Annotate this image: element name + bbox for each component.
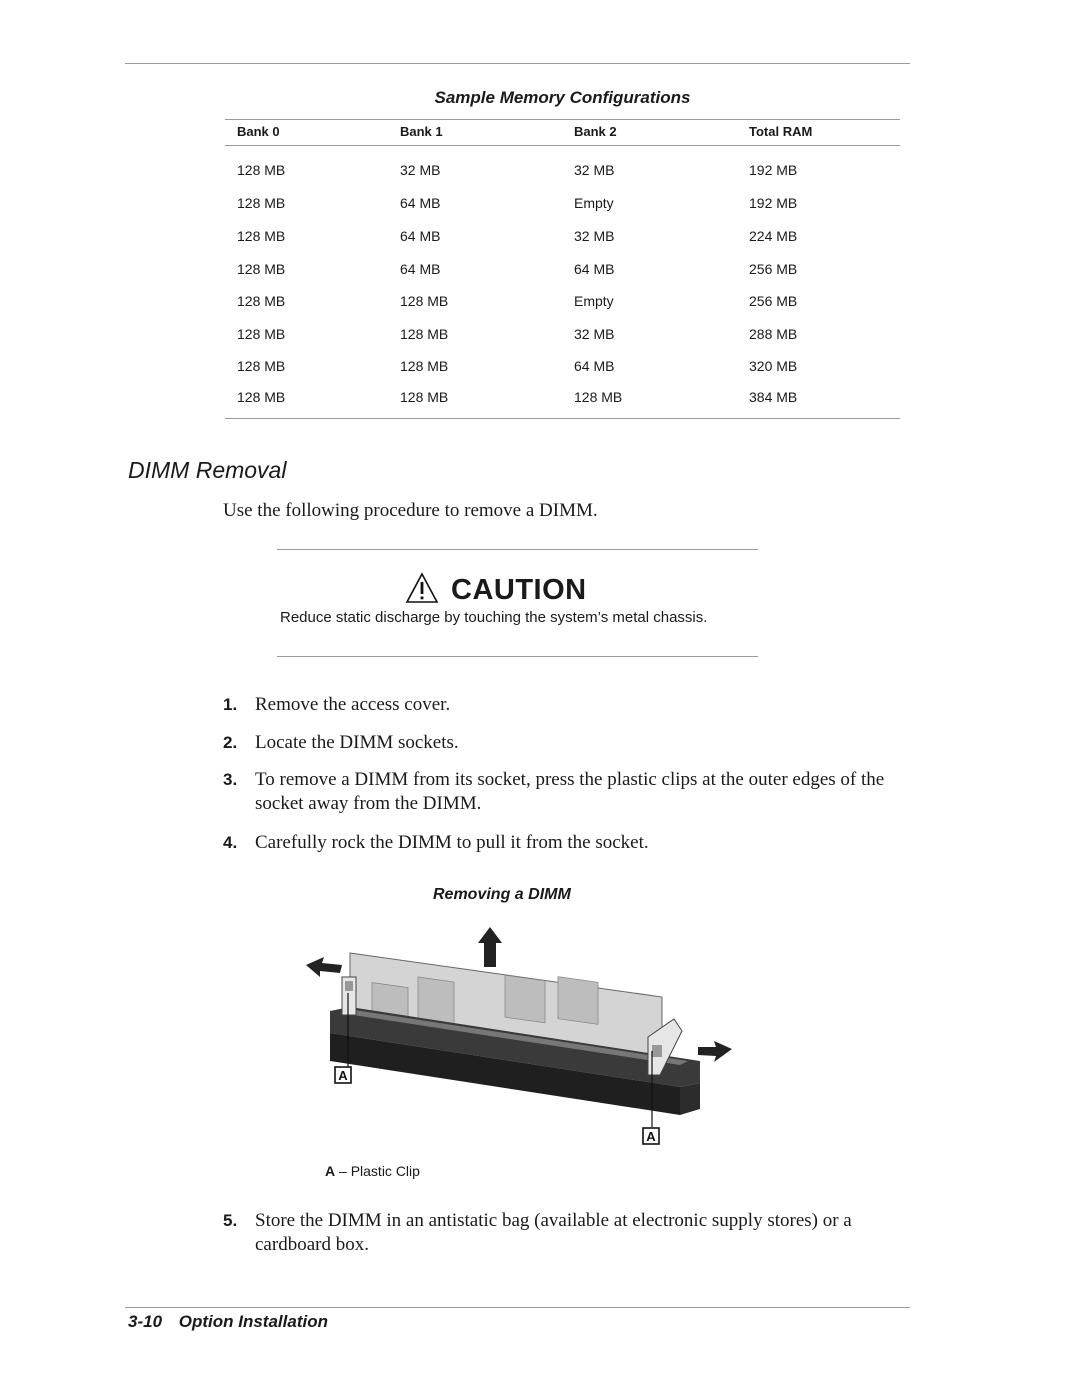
cell-total-ram: 192 MB xyxy=(749,162,798,178)
cell-total-ram: 384 MB xyxy=(749,389,798,405)
cell-bank-2: 64 MB xyxy=(574,261,615,277)
chapter-title: Option Installation xyxy=(178,1312,328,1331)
table-header-rule xyxy=(225,145,900,146)
warning-icon xyxy=(405,572,439,609)
step-text: Remove the access cover. xyxy=(255,694,451,715)
step-text: To remove a DIMM from its socket, press the plastic clips at the outer edges of the socket away from the DIMM. xyxy=(255,769,885,814)
cell-bank-1: 128 MB xyxy=(400,326,449,342)
caution-text: Reduce static discharge by touching the system’s metal chassis. xyxy=(280,609,708,626)
dimm-removal-illustration xyxy=(290,915,750,1155)
cell-total-ram: 256 MB xyxy=(749,293,798,309)
caution-label: CAUTION xyxy=(451,574,587,606)
page-number: 3-10 xyxy=(128,1312,163,1331)
cell-bank-2: 32 MB xyxy=(574,228,615,244)
left-arrow-icon xyxy=(306,957,342,977)
header-total-ram: Total RAM xyxy=(749,124,813,139)
cell-bank-0: 128 MB xyxy=(237,195,286,211)
cell-bank-2: 128 MB xyxy=(574,389,623,405)
step-1 xyxy=(223,693,913,717)
plastic-clip-left xyxy=(342,977,356,1015)
caption-key: A xyxy=(325,1163,336,1179)
cell-bank-1: 128 MB xyxy=(400,358,449,374)
callout-a-right-label: A xyxy=(646,1129,656,1144)
step-text: Locate the DIMM sockets. xyxy=(255,732,459,753)
cell-bank-2: 64 MB xyxy=(574,358,615,374)
caution-heading xyxy=(405,572,587,609)
table-title: Sample Memory Configurations xyxy=(434,88,691,107)
cell-bank-1: 64 MB xyxy=(400,261,441,277)
table-bottom-rule xyxy=(225,418,900,419)
step-text: Carefully rock the DIMM to pull it from the socket. xyxy=(255,832,649,853)
caution-top-rule xyxy=(277,549,758,550)
step-number: 3. xyxy=(223,770,238,789)
step-2 xyxy=(223,731,913,755)
cell-bank-1: 128 MB xyxy=(400,293,449,309)
cell-bank-0: 128 MB xyxy=(237,293,286,309)
top-rule xyxy=(125,63,910,64)
cell-bank-0: 128 MB xyxy=(237,389,286,405)
cell-total-ram: 224 MB xyxy=(749,228,798,244)
callout-a-left-label: A xyxy=(338,1068,348,1083)
cell-total-ram: 192 MB xyxy=(749,195,798,211)
cell-bank-2: Empty xyxy=(574,195,614,211)
header-bank-2: Bank 2 xyxy=(574,124,617,139)
step-4 xyxy=(223,831,913,855)
cell-bank-1: 32 MB xyxy=(400,162,441,178)
cell-bank-2: Empty xyxy=(574,293,614,309)
step-5 xyxy=(223,1209,913,1257)
table-top-rule xyxy=(225,119,900,120)
cell-bank-1: 64 MB xyxy=(400,195,441,211)
step-3 xyxy=(223,768,913,816)
cell-bank-2: 32 MB xyxy=(574,162,615,178)
cell-total-ram: 256 MB xyxy=(749,261,798,277)
header-bank-0: Bank 0 xyxy=(237,124,280,139)
cell-bank-0: 128 MB xyxy=(237,358,286,374)
intro-paragraph: Use the following procedure to remove a DIMM. xyxy=(223,500,598,521)
step-number: 4. xyxy=(223,833,238,852)
cell-total-ram: 288 MB xyxy=(749,326,798,342)
callout-a-right xyxy=(643,1128,659,1144)
figure-caption xyxy=(325,1163,420,1179)
page-footer xyxy=(128,1312,328,1332)
figure-title: Removing a DIMM xyxy=(433,886,571,903)
step-text: Store the DIMM in an antistatic bag (available at electronic supply stores) or a cardboard box. xyxy=(255,1210,852,1255)
cell-bank-0: 128 MB xyxy=(237,261,286,277)
callout-a-left xyxy=(335,1067,351,1083)
cell-bank-0: 128 MB xyxy=(237,162,286,178)
cell-total-ram: 320 MB xyxy=(749,358,798,374)
cell-bank-0: 128 MB xyxy=(237,326,286,342)
footer-rule xyxy=(125,1307,910,1308)
cell-bank-0: 128 MB xyxy=(237,228,286,244)
section-title: DIMM Removal xyxy=(128,457,287,483)
caption-text: – Plastic Clip xyxy=(335,1163,420,1179)
caution-bottom-rule xyxy=(277,656,758,657)
cell-bank-1: 64 MB xyxy=(400,228,441,244)
step-number: 2. xyxy=(223,733,238,752)
step-number: 1. xyxy=(223,695,238,714)
cell-bank-1: 128 MB xyxy=(400,389,449,405)
up-arrow-icon xyxy=(478,927,502,967)
header-bank-1: Bank 1 xyxy=(400,124,443,139)
right-arrow-icon xyxy=(698,1041,732,1062)
step-number: 5. xyxy=(223,1211,238,1230)
cell-bank-2: 32 MB xyxy=(574,326,615,342)
